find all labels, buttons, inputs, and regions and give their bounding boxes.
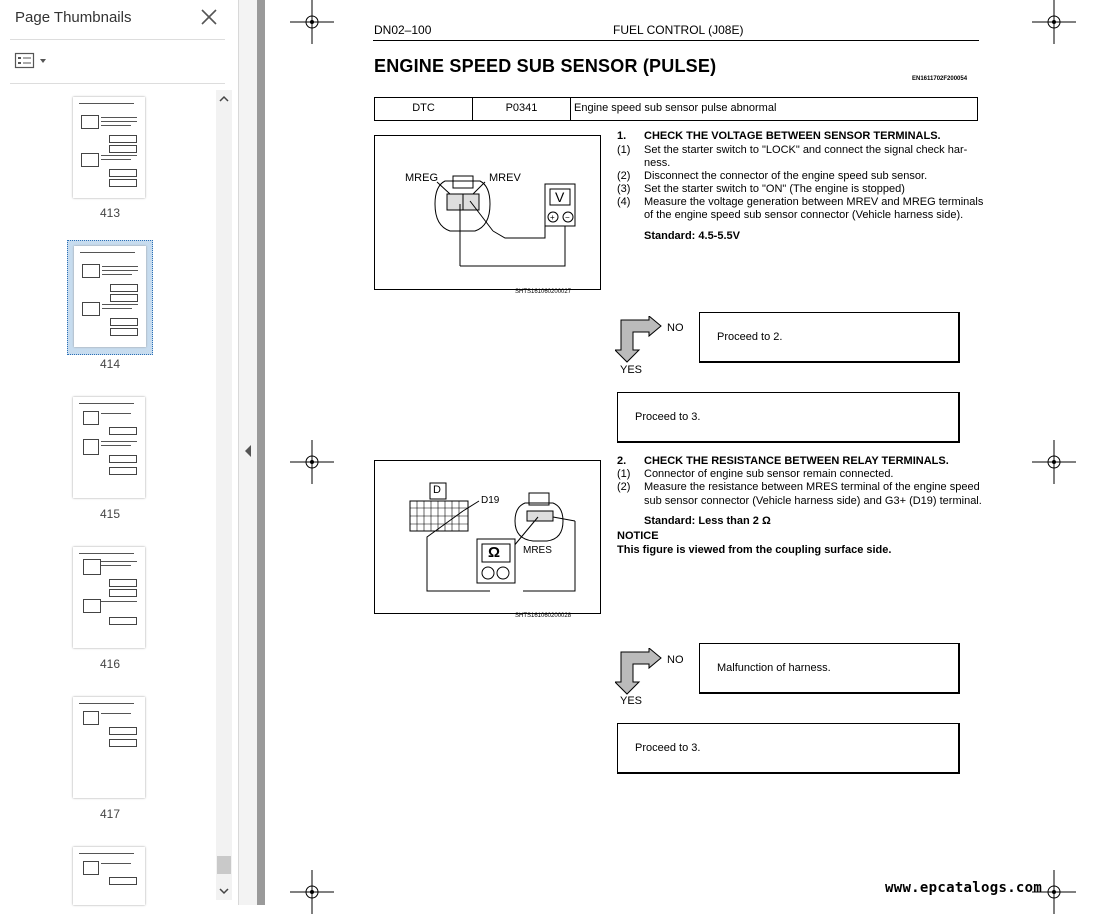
dtc-description: Engine speed sub sensor pulse abnormal (574, 102, 777, 114)
page-title: ENGINE SPEED SUB SENSOR (PULSE) (374, 56, 717, 76)
mrev-label: MREV (489, 172, 521, 184)
page-thumbnail-next[interactable] (73, 847, 145, 905)
yes-label: YES (620, 695, 643, 707)
thumbnail-options-icon[interactable] (14, 51, 54, 71)
crosshair-mark-icon (290, 0, 334, 44)
result-text: Proceed to 3. (635, 742, 701, 754)
dtc-code: P0341 (505, 102, 538, 114)
step2-item-number: (2) (617, 481, 631, 493)
resistance-check-figure (374, 460, 601, 614)
notice-text: This figure is viewed from the coupling surface side. (617, 544, 892, 556)
step1-item-text: Set the starter switch to "ON" (The engine is stopped) (644, 183, 905, 195)
svg-text:−: − (565, 213, 570, 222)
step1-item-text: Disconnect the connector of the engine speed sub sensor. (644, 170, 928, 182)
mreg-label: MREG (405, 172, 438, 184)
step1-item-number: (3) (617, 183, 631, 195)
no-label: NO (667, 654, 684, 666)
pin-label: D19 (481, 495, 500, 506)
result-text: Malfunction of harness. (717, 662, 831, 674)
no-label: NO (667, 322, 684, 334)
scroll-up-icon[interactable] (216, 92, 232, 106)
step1-item-text: Measure the voltage generation between MREV and MREG terminals (644, 196, 984, 208)
step2-item-text: Measure the resistance between MRES terminal of the engine speed (644, 481, 980, 493)
thumbnails-panel (0, 0, 239, 905)
figure-code: SHTS161060200028 (515, 613, 572, 619)
yes-no-arrow-icon (615, 316, 665, 364)
thumbnail-page-number: 413 (99, 206, 121, 220)
step1-item-number: (4) (617, 196, 631, 208)
voltage-check-figure (374, 135, 601, 290)
step1-item-text: Set the starter switch to "LOCK" and connect the signal check har- (644, 144, 968, 156)
scrollbar-thumb[interactable] (217, 856, 231, 874)
thumbnail-page-number: 415 (99, 507, 121, 521)
crosshair-mark-icon (290, 440, 334, 484)
crosshair-mark-icon (290, 870, 334, 914)
document-code: EN1611702F200054 (912, 76, 968, 82)
result-text: Proceed to 3. (635, 411, 701, 423)
thumbnail-scrollbar[interactable] (216, 90, 232, 900)
crosshair-mark-icon (1032, 0, 1076, 44)
step1-item-text: ness. (644, 157, 671, 169)
page-thumbnail-416[interactable] (73, 547, 145, 648)
step1-item-number: (1) (617, 144, 631, 156)
yes-no-arrow-icon (615, 648, 665, 696)
step2-item-text: sub sensor connector (Vehicle harness side) and G3+ (D19) terminal. (644, 495, 982, 507)
step1-number: 1. (617, 130, 627, 142)
step2-item-number: (1) (617, 468, 631, 480)
step2-heading: CHECK THE RESISTANCE BETWEEN RELAY TERMINALS. (644, 455, 949, 467)
step1-heading: CHECK THE VOLTAGE BETWEEN SENSOR TERMINALS. (644, 130, 941, 142)
result-box-no (699, 643, 960, 694)
thumbnail-page-number: 416 (99, 657, 121, 671)
dtc-table (374, 97, 978, 121)
yes-label: YES (620, 364, 643, 376)
close-icon[interactable] (198, 6, 220, 28)
figure-code: SHTS161060200027 (515, 289, 572, 295)
step1-item-number: (2) (617, 170, 631, 182)
crosshair-mark-icon (1032, 440, 1076, 484)
result-box-yes (617, 723, 960, 774)
page-thumbnail-413[interactable] (73, 97, 145, 198)
header-chapter: FUEL CONTROL (J08E) (613, 23, 744, 37)
dtc-label: DTC (412, 102, 435, 114)
step2-item-text: Connector of engine sub sensor remain connected. (644, 468, 894, 480)
step1-standard: Standard: 4.5-5.5V (644, 230, 740, 242)
panel-divider (10, 39, 225, 40)
watermark: www.epcatalogs.com (885, 880, 1043, 896)
panel-divider (10, 83, 225, 84)
page-thumbnail-414[interactable] (67, 240, 153, 355)
voltmeter-symbol: V (555, 189, 565, 205)
result-box-no (699, 312, 960, 363)
header-rule (373, 40, 979, 41)
thumbnail-page-number: 414 (99, 357, 121, 371)
step2-number: 2. (617, 455, 627, 467)
page-thumbnail-415[interactable] (73, 397, 145, 498)
result-box-yes (617, 392, 960, 443)
ohmmeter-symbol: Ω (488, 544, 501, 561)
step2-standard: Standard: Less than 2 Ω (644, 515, 771, 527)
thumbnail-page-number: 417 (99, 807, 121, 821)
connector-diagram (375, 136, 600, 289)
notice-label: NOTICE (617, 530, 659, 542)
collapse-panel-icon[interactable] (243, 444, 253, 458)
harness-diagram (375, 461, 600, 613)
svg-text:+: + (550, 213, 555, 222)
connector-letter: D (433, 484, 441, 496)
panel-title: Page Thumbnails (15, 9, 132, 26)
document-gutter (257, 0, 265, 905)
step1-item-text: of the engine speed sub sensor connector (Vehicle harness side). (644, 209, 964, 221)
header-section-code: DN02–100 (374, 23, 432, 37)
scroll-down-icon[interactable] (216, 884, 232, 898)
mres-label: MRES (523, 545, 552, 556)
result-text: Proceed to 2. (717, 331, 783, 343)
page-thumbnail-417[interactable] (73, 697, 145, 798)
document-page (265, 0, 1097, 905)
